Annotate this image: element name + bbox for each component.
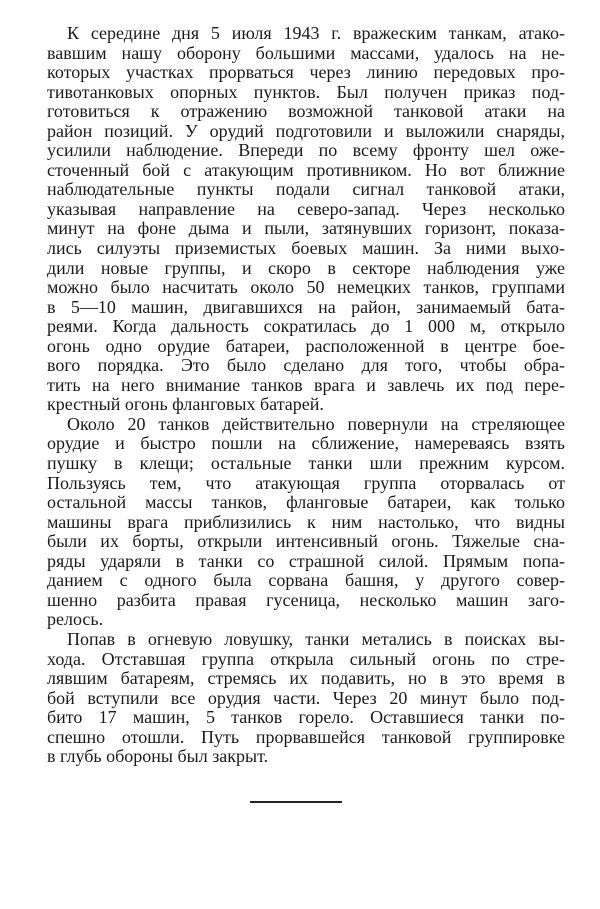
- text-line: спешно отошли. Путь прорвавшейся танковой группировке: [47, 726, 565, 747]
- text-line: Попав в огневую ловушку, танки метались в поисках вы-: [67, 628, 565, 649]
- text-line: пушку в клещи; остальные танки шли прежним курсом.: [47, 453, 565, 474]
- text-line: в 5—10 машин, двигавшихся на район, занимаемый бата-: [47, 296, 565, 317]
- text-line: вого порядка. Это было сделано для того, чтобы обра-: [47, 355, 565, 376]
- text-line: лявшим батареям, стремясь их подавить, но в это время в: [47, 668, 565, 689]
- paragraph: [47, 415, 565, 630]
- text-line: указывая направление на северо-запад. Через несколько: [47, 198, 565, 219]
- text-line: бой вступили все орудия части. Через 20 минут было под-: [47, 687, 565, 708]
- text-line: бито 17 машин, 5 танков горело. Оставшиеся танки по-: [47, 707, 565, 728]
- text-line: машины врага приблизились к ним настолько, что видны: [47, 511, 565, 532]
- text-line: которых участках прорваться через линию передовых про-: [47, 62, 565, 83]
- text-line: крестный огонь фланговых батарей.: [47, 394, 324, 415]
- text-line: сточенный бой с атакующим противником. Но вот ближние: [47, 159, 565, 180]
- text-line: К середине дня 5 июля 1943 г. вражеским танкам, атако-: [67, 23, 565, 43]
- text-line: орудие и быстро пошли на сближение, намереваясь взять: [47, 433, 565, 454]
- text-line: огонь одно орудие батареи, расположенной в центре бое-: [47, 335, 565, 356]
- text-line: остальной массы танков, фланговые батареи, как только: [47, 492, 565, 513]
- text-line: лись силуэты приземистых боевых машин. За ними выхо-: [47, 238, 565, 259]
- paragraph: [47, 630, 565, 767]
- text-line: Около 20 танков действительно повернули на стреляющее: [67, 413, 565, 434]
- text-line: дили новые группы, и скоро в секторе наблюдения уже: [47, 257, 565, 278]
- text-line: тить на него внимание танков врага и завлечь их под пере-: [47, 374, 565, 395]
- text-line: усилили наблюдение. Впереди по всему фронту шел оже-: [47, 140, 565, 161]
- text-line: в глубь обороны был закрыт.: [47, 746, 269, 767]
- text-line: ряды ударяли в танки со страшной силой. Прямым попа-: [47, 550, 565, 571]
- text-line: наблюдательные пункты подали сигнал танковой атаки,: [47, 179, 565, 200]
- section-divider: [250, 801, 342, 803]
- text-line: тивотанковых опорных пунктов. Был получен приказ под-: [47, 81, 565, 102]
- text-line: данием с одного была сорвана башня, у другого совер-: [47, 570, 565, 591]
- text-line: шенно разбита правая гусеница, несколько машин заго-: [47, 589, 565, 610]
- text-line: можно было насчитать около 50 немецких танков, группами: [47, 277, 565, 298]
- text-line: Пользуясь тем, что атакующая группа оторвалась от: [47, 472, 565, 493]
- text-line: хода. Отставшая группа открыла сильный огонь по стре-: [47, 648, 565, 669]
- document-page: [47, 24, 565, 767]
- text-line: вавшим нашу оборону большими массами, удалось на не-: [47, 42, 565, 63]
- paragraph: [47, 24, 565, 415]
- text-line: релось.: [47, 609, 104, 630]
- text-line: готовиться к отражению возможной танковой атаки на: [47, 101, 565, 122]
- text-line: были их борты, открыли интенсивный огонь. Тяжелые сна-: [47, 531, 565, 552]
- text-line: реями. Когда дальность сократилась до 1 000 м, открыло: [47, 316, 565, 337]
- text-line: минут на фоне дыма и пыли, затянувших горизонт, показа-: [47, 218, 565, 239]
- text-line: район позиций. У орудий подготовили и выложили снаряды,: [47, 120, 565, 141]
